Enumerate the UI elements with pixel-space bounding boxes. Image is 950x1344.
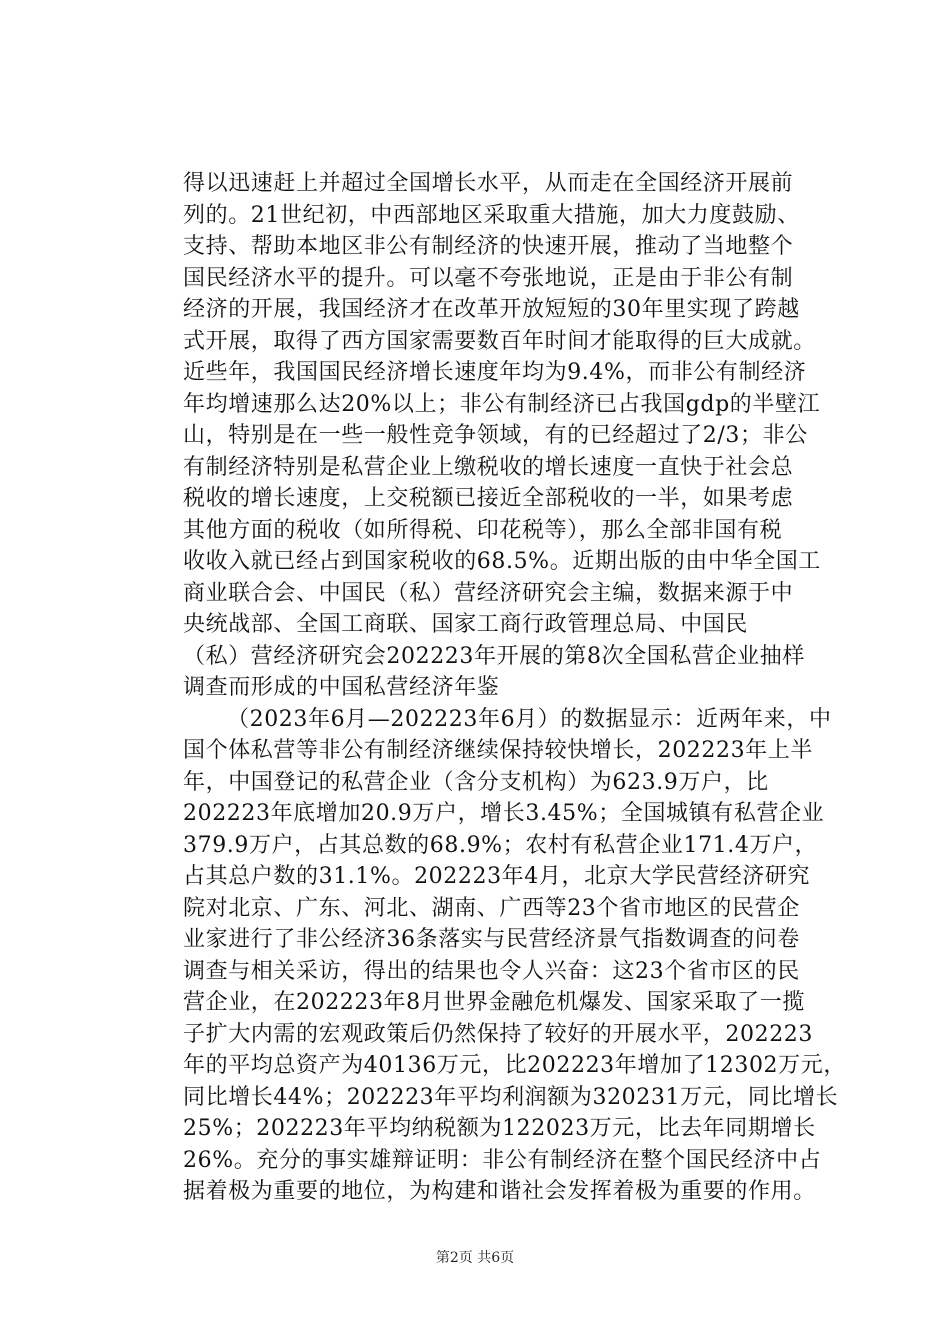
text-line: 子扩大内需的宏观政策后仍然保持了较好的开展水平，202223 — [183, 1021, 813, 1047]
text-line: 列的。21世纪初，中西部地区采取重大措施，加大力度鼓励、 — [183, 202, 800, 228]
text-line: 年，中国登记的私营企业（含分支机构）为623.9万户，比 — [183, 769, 769, 795]
text-line: 年均增速那么达20%以上；非公有制经济已占我国gdp的半壁江 — [183, 391, 821, 417]
text-line: 式开展，取得了西方国家需要数百年时间才能取得的巨大成就。 — [183, 328, 816, 354]
text-line: 业家进行了非公经济36条落实与民营经济景气指数调查的问卷 — [183, 927, 800, 952]
text-line: 收收入就已经占到国家税收的68.5%。近期出版的由中华全国工 — [183, 549, 821, 574]
text-line: 经济的开展，我国经济才在改革开放短短的30年里实现了跨越 — [183, 297, 800, 322]
text-line: 商业联合会、中国民（私）营经济研究会主编，数据来源于中 — [183, 580, 794, 606]
text-line: 院对北京、广东、河北、湖南、广西等23个省市地区的民营企 — [183, 895, 800, 921]
text-line: 年的平均总资产为40136万元，比202223年增加了12302万元， — [183, 1053, 846, 1078]
text-line: 202223年底增加20.9万户，增长3.45%；全国城镇有私营企业 — [183, 801, 825, 826]
text-line: 税收的增长速度，上交税额已接近全部税收的一半，如果考虑 — [183, 486, 794, 511]
text-line: 支持、帮助本地区非公有制经济的快速开展，推动了当地整个 — [183, 234, 794, 259]
text-line: 国民经济水平的提升。可以毫不夸张地说，正是由于非公有制 — [183, 265, 794, 291]
text-line: 379.9万户，占其总数的68.9%；农村有私营企业171.4万户， — [183, 832, 818, 858]
text-line: （私）营经济研究会202223年开展的第8次全国私营企业抽样 — [183, 643, 805, 669]
text-line: 有制经济特别是私营企业上缴税收的增长速度一直快于社会总 — [183, 454, 794, 480]
text-line: 据着极为重要的地位，为构建和谐社会发挥着极为重要的作用。 — [183, 1179, 816, 1204]
text-line: 其他方面的税收（如所得税、印花税等），那么全部非国有税 — [183, 517, 783, 543]
text-line: 山，特别是在一些一般性竞争领域，有的已经超过了2/3；非公 — [183, 423, 808, 448]
body-text — [183, 168, 855, 1208]
text-line: 26%。充分的事实雄辩证明：非公有制经济在整个国民经济中占 — [183, 1147, 822, 1173]
text-line: 央统战部、全国工商联、国家工商行政管理总局、中国民 — [183, 612, 749, 637]
page-number: 第2页 共6页 — [435, 1250, 515, 1266]
text-line: 近些年，我国国民经济增长速度年均为9.4%，而非公有制经济 — [183, 360, 807, 385]
text-line: 调查而形成的中国私营经济年鉴 — [183, 675, 500, 700]
text-line: 得以迅速赶上并超过全国增长水平，从而走在全国经济开展前 — [183, 171, 794, 196]
text-line: 国个体私营等非公有制经济继续保持较快增长，202223年上半 — [183, 738, 813, 763]
text-line-indented: （2023年6月—202223年6月）的数据显示：近两年来，中 — [227, 706, 832, 732]
text-line: 25%；202223年平均纳税额为122023万元，比去年同期增长 — [183, 1116, 816, 1141]
page-footer — [0, 1248, 950, 1268]
text-line: 同比增长44%；202223年平均利润额为320231万元，同比增长 — [183, 1084, 839, 1110]
text-line: 占其总户数的31.1%。202223年4月，北京大学民营经济研究 — [183, 864, 811, 889]
text-line: 调查与相关采访，得出的结果也令人兴奋：这23个省市区的民 — [183, 958, 800, 984]
text-line: 营企业，在202223年8月世界金融危机爆发、国家采取了一揽 — [183, 990, 805, 1015]
